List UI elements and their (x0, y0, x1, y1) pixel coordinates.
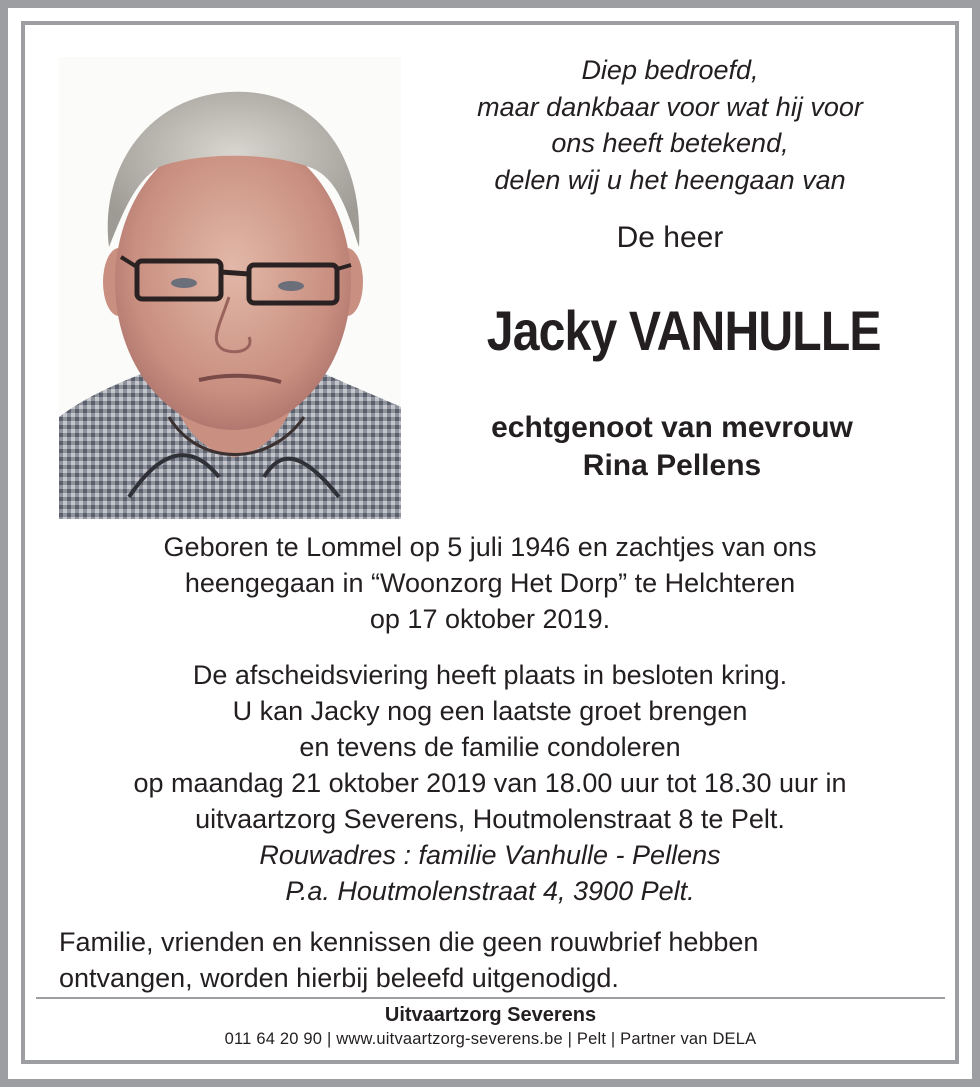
birth-death-line: heengegaan in “Woonzorg Het Dorp” te Helchteren (184, 568, 796, 598)
portrait-photo (59, 57, 401, 519)
mourning-address-line: Rouwadres : familie Vanhulle - Pellens (259, 840, 721, 870)
mourning-address-line: P.a. Houtmolenstraat 4, 3900 Pelt. (285, 876, 695, 906)
funeral-home-name: Uitvaartzorg Severens (384, 1004, 597, 1026)
ceremony-line: op maandag 21 oktober 2019 van 18.00 uur tot 18.30 uur in (133, 768, 847, 798)
ceremony-line: De afscheidsviering heeft plaats in besloten kring. (192, 660, 788, 690)
birth-death-line: op 17 oktober 2019. (369, 604, 611, 634)
intro-line: delen wij u het heengaan van (494, 164, 846, 195)
invitation-block (59, 924, 758, 996)
invitation-line: Familie, vrienden en kennissen die geen rouwbrief hebben (59, 927, 759, 957)
ceremony-line: U kan Jacky nog een laatste groet brengen (232, 696, 748, 726)
intro-block (430, 52, 910, 198)
intro-text (430, 52, 910, 198)
spouse-block (430, 409, 914, 485)
birth-death-line: Geboren te Lommel op 5 juli 1946 en zachtjes van ons (163, 532, 817, 562)
intro-line: maar dankbaar voor wat hij voor (477, 91, 863, 122)
birth-death-block (40, 529, 940, 637)
intro-line: ons heeft betekend, (551, 128, 789, 158)
spouse-relation: echtgenoot van mevrouw (491, 411, 853, 444)
funeral-home-contact: 011 64 20 90 | www.uitvaartzorg-severens.be | Pelt | Partner van DELA (224, 1030, 757, 1048)
ceremony-line: uitvaartzorg Severens, Houtmolenstraat 8 te Pelt. (195, 804, 785, 834)
footer-divider (36, 997, 945, 999)
spouse-name: Rina Pellens (582, 449, 762, 482)
deceased-name: Jacky VANHULLE (486, 299, 881, 362)
title-prefix: De heer (616, 221, 724, 254)
ceremony-line: en tevens de familie condoleren (299, 732, 681, 762)
intro-line: Diep bedroefd, (581, 55, 759, 85)
invitation-line: ontvangen, worden hierbij beleefd uitgenodigd. (59, 963, 619, 993)
portrait-illustration (59, 57, 401, 519)
ceremony-block (40, 657, 940, 909)
footer (36, 1003, 945, 1051)
